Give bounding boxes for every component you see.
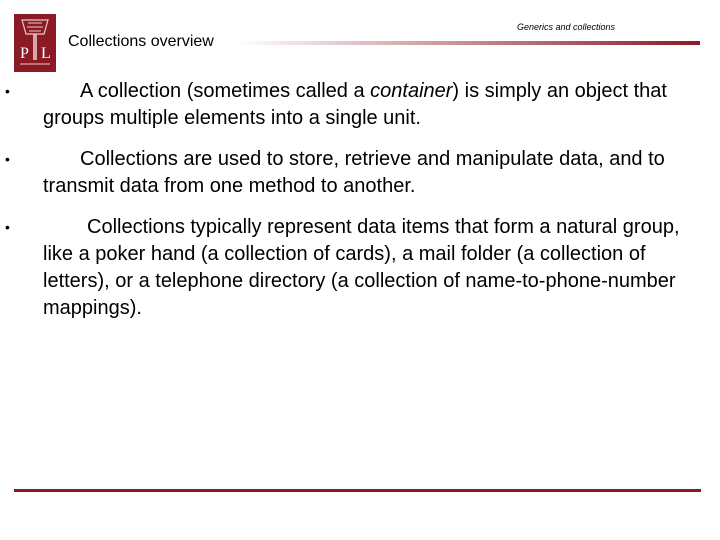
bullet-list [0,78,720,336]
bullet-text: Collections are used to store, retrieve and manipulate data, and to transmit data from one method to another. [43,148,665,197]
bullet-item [0,214,720,322]
footer-divider [14,489,701,492]
svg-text:L: L [41,45,51,62]
bullet-marker: • [5,151,10,167]
bullet-marker: • [5,219,10,235]
slide-subtitle: Generics and collections [517,22,616,32]
slide-title: Collections overview [68,33,214,50]
university-logo [14,14,56,72]
bullet-item [0,146,720,200]
header-divider [236,41,700,45]
bullet-text: Collections typically represent data items that form a natural group, like a poker hand (a collection of cards), a mail folder (a collection of letters), or a telephone directory (a collection of name-to-phone-number mappings). [43,216,680,319]
bullet-text-end: ) is simply an object that groups multiple elements into a single unit. [43,80,667,129]
bullet-marker: • [5,83,10,99]
bullet-text-start: A collection (sometimes called a [80,80,371,102]
bullet-item [0,78,720,132]
bullet-text-emphasis: container [370,80,453,102]
svg-text:P: P [20,45,29,62]
